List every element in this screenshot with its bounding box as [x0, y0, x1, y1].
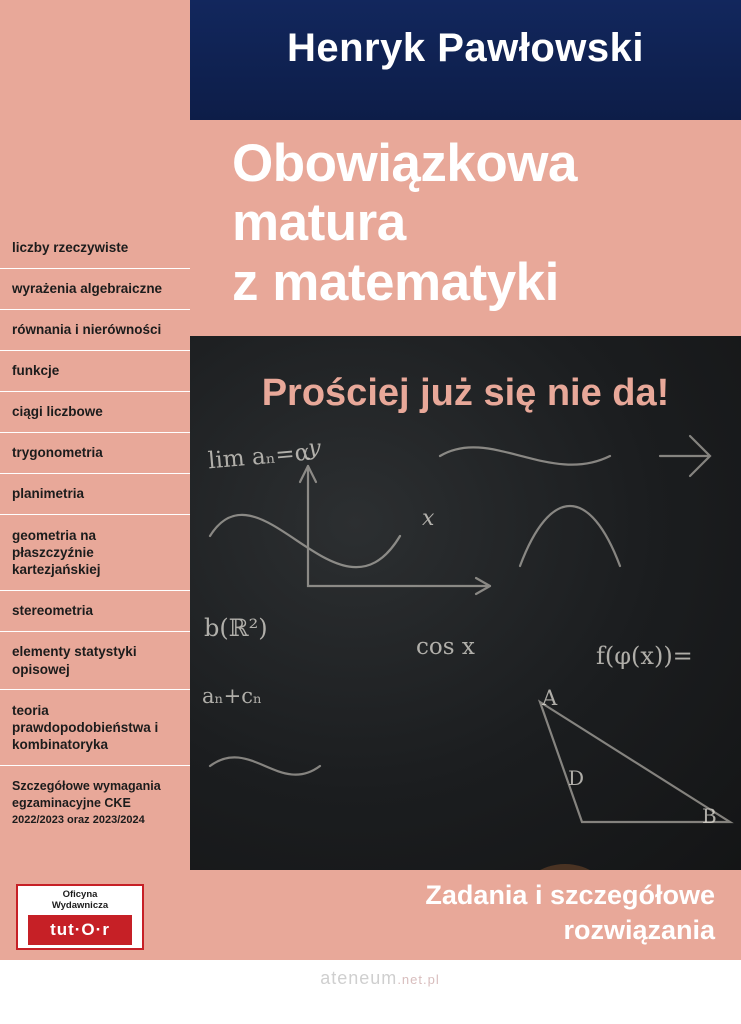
chalk-vertex-b: B	[702, 804, 717, 828]
bottom-band	[190, 870, 741, 960]
topic-label: liczby rzeczywiste	[12, 240, 129, 256]
left-sidebar-top-background	[0, 0, 190, 120]
publisher-line-2: Wydawnicza	[51, 899, 109, 911]
watermark-suffix: .net.pl	[397, 972, 440, 987]
topic-label: planimetria	[12, 486, 85, 502]
bottom-line-1: Zadania i szczegółowe	[425, 880, 715, 910]
topic-label: funkcje	[12, 363, 60, 379]
list-item	[0, 591, 190, 632]
bottom-line-2: rozwiązania	[563, 914, 715, 945]
requirements-line-3: 2022/2023 oraz 2023/2024	[12, 813, 145, 826]
list-item	[0, 351, 190, 392]
list-item	[0, 433, 190, 474]
cover-photo	[190, 336, 741, 870]
chalk-formula-composition: f(φ(x))=	[596, 642, 693, 670]
topic-label: wyrażenia algebraiczne	[12, 281, 163, 297]
list-item	[0, 474, 190, 515]
title-block	[190, 120, 741, 336]
chalk-formula-set: b(ℝ²)	[204, 614, 268, 642]
list-item	[0, 515, 190, 591]
list-item	[0, 392, 190, 433]
chalk-drawings	[190, 336, 741, 870]
topic-label: geometria na płaszczyźnie kartezjańskiej	[12, 527, 101, 578]
author-name: Henryk Pawłowski	[286, 26, 645, 70]
publisher-mark: tut·O·r	[28, 915, 132, 945]
list-item	[0, 310, 190, 351]
list-item	[0, 269, 190, 310]
topics-list	[0, 228, 190, 828]
topic-label: równania i nierówności	[12, 322, 162, 338]
bottom-left-white-strip	[0, 960, 190, 1024]
title-line-1: Obowiązkowa	[232, 134, 577, 193]
title-line-2: matura	[232, 193, 406, 253]
requirements-line-2: egzaminacyjne CKE	[12, 796, 131, 811]
publisher-line-1: Oficyna	[62, 889, 98, 900]
publisher-logo	[16, 884, 144, 950]
requirements-line-1: Szczegółowe wymagania	[12, 779, 161, 793]
requirements-note	[0, 766, 190, 828]
chalk-vertex-d: D	[568, 766, 585, 790]
list-item	[0, 632, 190, 690]
cover-subtitle: Prościej już się nie da!	[261, 372, 670, 414]
chalk-axis-y: y	[308, 436, 321, 461]
list-item	[0, 690, 190, 766]
chalk-formula-limit: lim aₙ=α	[207, 439, 312, 475]
chalk-formula-cos: cos x	[416, 634, 475, 660]
chalk-vertex-a: A	[542, 686, 558, 710]
watermark	[250, 968, 510, 989]
chalk-formula-sequence: aₙ+cₙ	[202, 684, 263, 708]
topic-label: teoria prawdopodobieństwa i kombinatoryka	[12, 702, 159, 753]
list-item	[0, 228, 190, 269]
title-line-3: z matematyki	[232, 252, 559, 312]
watermark-main: ateneum	[320, 968, 398, 988]
topic-label: elementy statystyki opisowej	[12, 644, 137, 677]
topic-label: stereometria	[12, 603, 94, 619]
topic-label: ciągi liczbowe	[12, 404, 103, 420]
topic-label: trygonometria	[12, 445, 103, 461]
chalk-axis-x: x	[422, 506, 435, 531]
